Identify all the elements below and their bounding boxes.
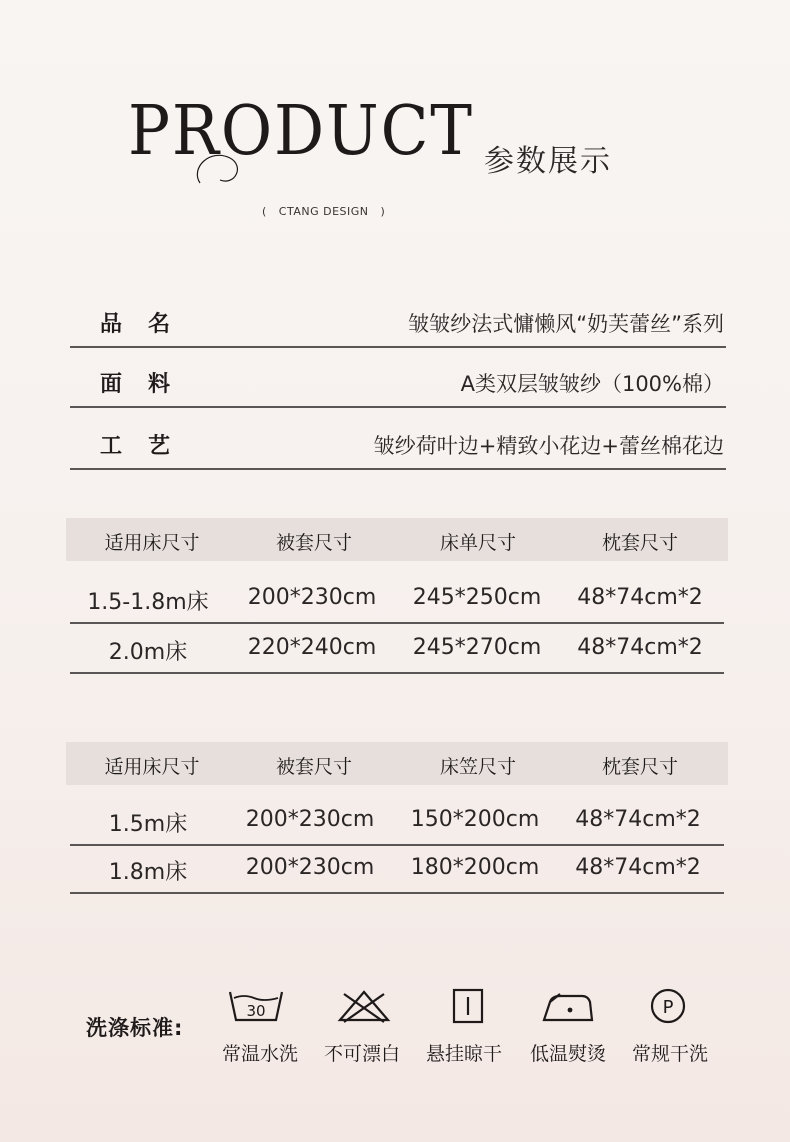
dry-clean-p-icon (638, 986, 698, 1026)
table-cell: 200*230cm (245, 855, 375, 880)
table-cell: 220*240cm (247, 635, 377, 660)
spec-label: 面料 (100, 372, 197, 397)
table-row (70, 796, 724, 846)
spec-row-fabric (70, 354, 726, 408)
table-cell: 1.5-1.8m床 (87, 590, 209, 615)
table-cell: 200*230cm (245, 807, 375, 832)
table-cell: 180*200cm (410, 855, 540, 880)
table-header-cell: 适用床尺寸 (104, 756, 200, 778)
spec-value: A类双层皱皱纱（100%棉） (460, 372, 724, 396)
wash-30-icon (226, 986, 286, 1026)
table-header (66, 742, 728, 785)
washing-title: 洗涤标准: (86, 1016, 184, 1040)
dry-clean-letter: P (662, 997, 674, 1018)
table-cell: 200*230cm (247, 585, 377, 610)
wash-label: 常温水洗 (221, 1043, 298, 1065)
hang-dry-icon (438, 986, 498, 1026)
table-row (70, 844, 724, 894)
table-header-cell: 被套尺寸 (275, 532, 352, 554)
spec-value: 皱纱荷叶边+精致小花边+蕾丝棉花边 (373, 434, 724, 458)
table-cell: 1.5m床 (108, 812, 188, 837)
table-header-cell: 被套尺寸 (275, 756, 352, 778)
iron-low-icon (538, 986, 598, 1026)
table-cell: 48*74cm*2 (577, 585, 703, 610)
swirl-ornament (190, 128, 250, 188)
table-row (70, 574, 724, 624)
wash-label: 常规干洗 (631, 1043, 708, 1065)
page-subtitle: 参数展示 (484, 144, 612, 179)
size-table-fitted (66, 742, 728, 894)
table-cell: 48*74cm*2 (575, 807, 701, 832)
table-header-cell: 床单尺寸 (439, 532, 516, 554)
table-cell: 48*74cm*2 (577, 635, 703, 660)
table-header-cell: 枕套尺寸 (601, 756, 678, 778)
wash-label: 悬挂晾干 (425, 1043, 502, 1065)
table-cell: 48*74cm*2 (575, 855, 701, 880)
wash-temp-text: 30 (246, 1002, 266, 1020)
spec-label: 品名 (100, 312, 197, 337)
spec-value: 皱皱纱法式慵懒风“奶芙蕾丝”系列 (408, 312, 724, 336)
brand-tag: ( CTANG DESIGN ) (262, 205, 386, 218)
table-header-cell: 床笠尺寸 (439, 756, 516, 778)
spec-row-name (70, 294, 726, 348)
wash-label: 低温熨烫 (529, 1043, 606, 1065)
table-row (70, 624, 724, 674)
hero-title: PRODUCT (128, 92, 474, 171)
table-header-cell: 适用床尺寸 (104, 532, 200, 554)
table-header-cell: 枕套尺寸 (601, 532, 678, 554)
table-cell: 150*200cm (410, 807, 540, 832)
table-cell: 245*250cm (412, 585, 542, 610)
table-header (66, 518, 728, 561)
table-cell: 1.8m床 (108, 860, 188, 885)
no-bleach-icon (334, 986, 394, 1026)
wash-label: 不可漂白 (323, 1043, 400, 1065)
size-table-sheet (66, 518, 728, 670)
table-cell: 2.0m床 (108, 640, 188, 665)
spec-label: 工艺 (100, 434, 197, 459)
table-cell: 245*270cm (412, 635, 542, 660)
spec-row-craft (70, 416, 726, 470)
